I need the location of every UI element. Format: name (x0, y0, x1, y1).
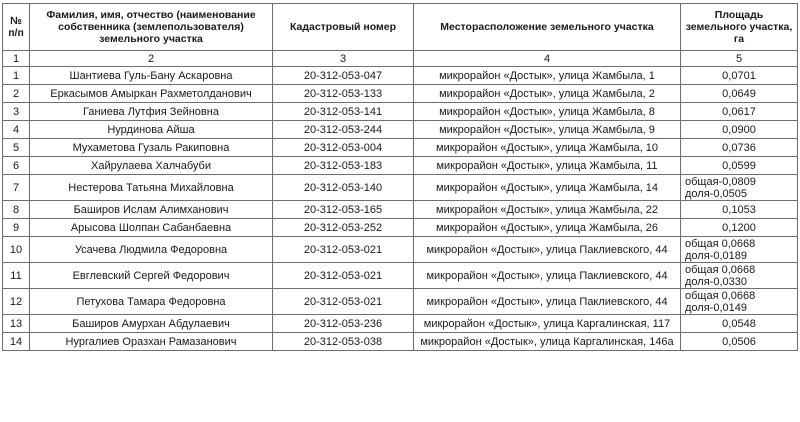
owner-name-cell: Баширов Амурхан Абдулаевич (30, 315, 273, 333)
area-value: 0,0506 (722, 335, 756, 348)
row-number-cell: 4 (3, 121, 30, 139)
area-value: 0,0900 (722, 123, 756, 136)
header-area: Площадь земельного участка, га (681, 4, 798, 51)
table-row (3, 67, 798, 85)
owner-name-cell: Петухова Тамара Федоровна (30, 289, 273, 315)
area-value: доля-0,0330 (685, 275, 747, 288)
location-cell: микрорайон «Достык», улица Жамбыла, 11 (414, 157, 681, 175)
table-row (3, 103, 798, 121)
header-cadastral: Кадастровый номер (273, 4, 414, 51)
cadastral-number-cell: 20-312-053-244 (273, 121, 414, 139)
column-number: 4 (414, 51, 681, 67)
row-number-cell: 11 (3, 263, 30, 289)
row-number-cell: 12 (3, 289, 30, 315)
area-value: доля-0,0505 (685, 187, 747, 200)
area-value: общая 0,0668 (685, 237, 756, 250)
area-value: доля-0,0149 (685, 301, 747, 314)
column-number: 3 (273, 51, 414, 67)
table-row (3, 315, 798, 333)
table-row (3, 333, 798, 351)
owner-name-cell: Еркасымов Амыркан Рахметолданович (30, 85, 273, 103)
table-row (3, 139, 798, 157)
area-cell (681, 315, 798, 333)
area-value: доля-0,0189 (685, 249, 747, 262)
table-row (3, 157, 798, 175)
row-number-cell: 3 (3, 103, 30, 121)
area-cell (681, 103, 798, 121)
table-row (3, 263, 798, 289)
cadastral-number-cell: 20-312-053-183 (273, 157, 414, 175)
owner-name-cell: Арысова Шолпан Сабанбаевна (30, 219, 273, 237)
cadastral-number-cell: 20-312-053-004 (273, 139, 414, 157)
row-number-cell: 2 (3, 85, 30, 103)
area-value: 0,0599 (722, 159, 756, 172)
cadastral-number-cell: 20-312-053-038 (273, 333, 414, 351)
table-row (3, 85, 798, 103)
area-value: 0,1200 (722, 221, 756, 234)
location-cell: микрорайон «Достык», улица Жамбыла, 9 (414, 121, 681, 139)
owner-name-cell: Нургалиев Оразхан Рамазанович (30, 333, 273, 351)
area-cell (681, 157, 798, 175)
area-cell (681, 201, 798, 219)
cadastral-number-cell: 20-312-053-133 (273, 85, 414, 103)
location-cell: микрорайон «Достык», улица Паклиевского, 44 (414, 263, 681, 289)
column-number-row (3, 51, 798, 67)
owner-name-cell: Усачева Людмила Федоровна (30, 237, 273, 263)
cadastral-number-cell: 20-312-053-252 (273, 219, 414, 237)
location-cell: микрорайон «Достык», улица Паклиевского, 44 (414, 237, 681, 263)
row-number-cell: 9 (3, 219, 30, 237)
location-cell: микрорайон «Достык», улица Каргалинская, 117 (414, 315, 681, 333)
cadastral-number-cell: 20-312-053-047 (273, 67, 414, 85)
owner-name-cell: Баширов Ислам Алимханович (30, 201, 273, 219)
location-cell: микрорайон «Достык», улица Жамбыла, 2 (414, 85, 681, 103)
column-number: 5 (681, 51, 798, 67)
table-row (3, 219, 798, 237)
owner-name-cell: Мухаметова Гузаль Ракиповна (30, 139, 273, 157)
header-name: Фамилия, имя, отчество (наименование собственника (землепользователя) земельного участка (30, 4, 273, 51)
area-cell (681, 219, 798, 237)
row-number-cell: 6 (3, 157, 30, 175)
location-cell: микрорайон «Достык», улица Каргалинская, 146а (414, 333, 681, 351)
location-cell: микрорайон «Достык», улица Жамбыла, 14 (414, 175, 681, 201)
row-number-cell: 1 (3, 67, 30, 85)
header-row (3, 4, 798, 51)
row-number-cell: 5 (3, 139, 30, 157)
owner-name-cell: Хайрулаева Халчабуби (30, 157, 273, 175)
area-cell (681, 139, 798, 157)
table-row (3, 201, 798, 219)
area-value: общая-0,0809 (685, 175, 756, 188)
column-number: 2 (30, 51, 273, 67)
row-number-cell: 14 (3, 333, 30, 351)
owner-name-cell: Нестерова Татьяна Михайловна (30, 175, 273, 201)
area-cell (681, 175, 798, 201)
owner-name-cell: Шантиева Гуль-Бану Аскаровна (30, 67, 273, 85)
row-number-cell: 7 (3, 175, 30, 201)
location-cell: микрорайон «Достык», улица Паклиевского, 44 (414, 289, 681, 315)
row-number-cell: 13 (3, 315, 30, 333)
cadastral-number-cell: 20-312-053-165 (273, 201, 414, 219)
row-number-cell: 8 (3, 201, 30, 219)
table-row (3, 121, 798, 139)
area-cell (681, 263, 798, 289)
area-cell (681, 289, 798, 315)
cadastral-number-cell: 20-312-053-236 (273, 315, 414, 333)
owner-name-cell: Нурдинова Айша (30, 121, 273, 139)
area-value: 0,1053 (722, 203, 756, 216)
location-cell: микрорайон «Достык», улица Жамбыла, 26 (414, 219, 681, 237)
area-value: 0,0649 (722, 87, 756, 100)
cadastral-number-cell: 20-312-053-021 (273, 237, 414, 263)
table-row (3, 237, 798, 263)
owner-name-cell: Ганиева Лутфия Зейновна (30, 103, 273, 121)
owner-name-cell: Евглевский Сергей Федорович (30, 263, 273, 289)
area-value: общая 0,0668 (685, 263, 756, 276)
area-value: общая 0,0668 (685, 289, 756, 302)
land-plots-table (2, 3, 798, 351)
area-cell (681, 85, 798, 103)
area-value: 0,0617 (722, 105, 756, 118)
cadastral-number-cell: 20-312-053-141 (273, 103, 414, 121)
area-cell (681, 237, 798, 263)
cadastral-number-cell: 20-312-053-140 (273, 175, 414, 201)
location-cell: микрорайон «Достык», улица Жамбыла, 10 (414, 139, 681, 157)
location-cell: микрорайон «Достык», улица Жамбыла, 8 (414, 103, 681, 121)
cadastral-number-cell: 20-312-053-021 (273, 289, 414, 315)
header-location: Месторасположение земельного участка (414, 4, 681, 51)
table-row (3, 289, 798, 315)
area-cell (681, 121, 798, 139)
cadastral-number-cell: 20-312-053-021 (273, 263, 414, 289)
location-cell: микрорайон «Достык», улица Жамбыла, 22 (414, 201, 681, 219)
area-cell (681, 67, 798, 85)
header-num: № п/п (3, 4, 30, 51)
row-number-cell: 10 (3, 237, 30, 263)
table-body (3, 67, 798, 351)
area-cell (681, 333, 798, 351)
table-row (3, 175, 798, 201)
column-number: 1 (3, 51, 30, 67)
area-value: 0,0548 (722, 317, 756, 330)
area-value: 0,0736 (722, 141, 756, 154)
area-value: 0,0701 (722, 69, 756, 82)
location-cell: микрорайон «Достык», улица Жамбыла, 1 (414, 67, 681, 85)
